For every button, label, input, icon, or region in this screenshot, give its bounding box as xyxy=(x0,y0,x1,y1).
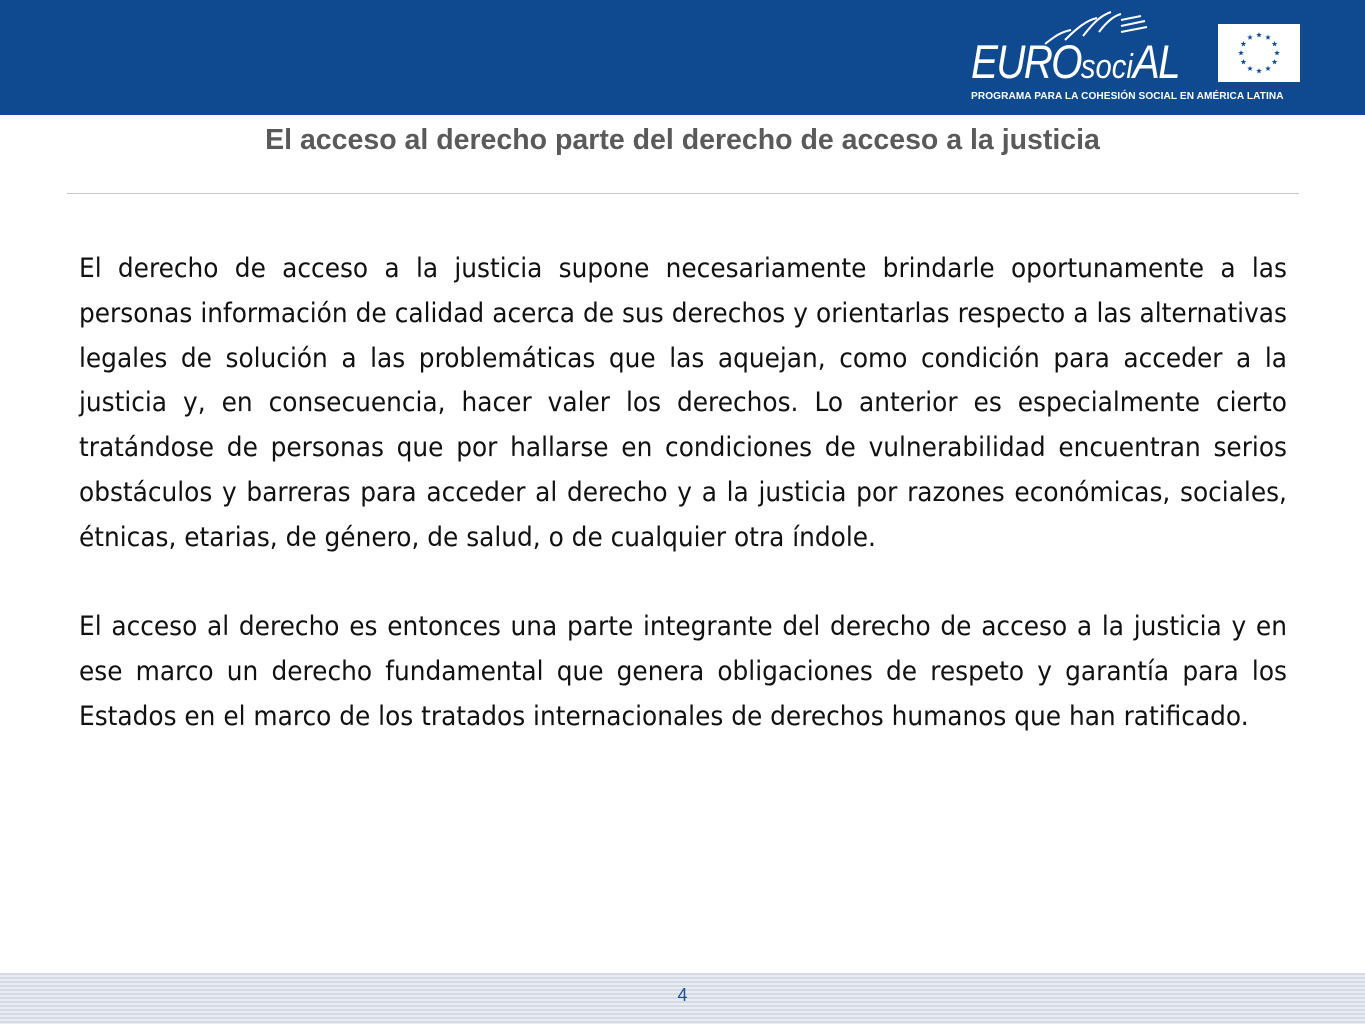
eu-flag-icon xyxy=(1218,24,1300,82)
eu-star-icon xyxy=(1256,68,1262,73)
eu-star-icon xyxy=(1247,34,1253,39)
eurosocial-logo xyxy=(965,6,1305,110)
eu-star-icon xyxy=(1241,41,1247,46)
eu-star-icon xyxy=(1265,66,1271,71)
eu-star-icon xyxy=(1274,50,1280,55)
title-divider xyxy=(67,193,1299,194)
slide-body xyxy=(79,247,1287,740)
eu-star-icon xyxy=(1241,59,1247,64)
slide-title: El acceso al derecho parte del derecho de acceso a la justicia xyxy=(265,124,1100,156)
logo-wordmark: EUROsociAL xyxy=(971,35,1179,88)
header-band xyxy=(0,0,1365,115)
eu-star-icon xyxy=(1272,41,1278,46)
eu-star-icon xyxy=(1256,32,1262,37)
body-paragraph-1: El derecho de acceso a la justicia supone necesariamente brindarle oportunamente a las personas información de calidad acerca de sus derechos y orientarlas respecto a las alternativas legales de solución a las problemáticas que las aquejan, como condición para acceder a la justicia y, en consecuencia, hacer valer los derechos. Lo anterior es especialmente cierto tratándose de personas que por hallarse en condiciones de vulnerabilidad encuentran serios obstáculos y barreras para acceder al derecho y a la justicia por razones económicas, sociales, étnicas, etarias, de género, de salud, o de cualquier otra índole. xyxy=(79,253,1287,553)
page-number: 4 xyxy=(677,985,688,1005)
eu-star-icon xyxy=(1247,66,1253,71)
eu-star-icon xyxy=(1272,59,1278,64)
logo-tagline: PROGRAMA PARA LA COHESIÓN SOCIAL EN AMÉRICA LATINA xyxy=(971,90,1284,102)
eu-star-icon xyxy=(1265,34,1271,39)
eu-star-icon xyxy=(1238,50,1244,55)
body-paragraph-2: El acceso al derecho es entonces una parte integrante del derecho de acceso a la justicia y en ese marco un derecho fundamental que genera obligaciones de respeto y garantía para los Estados en el marco de los tratados internacionales de derechos humanos que han ratificado. xyxy=(79,611,1287,732)
